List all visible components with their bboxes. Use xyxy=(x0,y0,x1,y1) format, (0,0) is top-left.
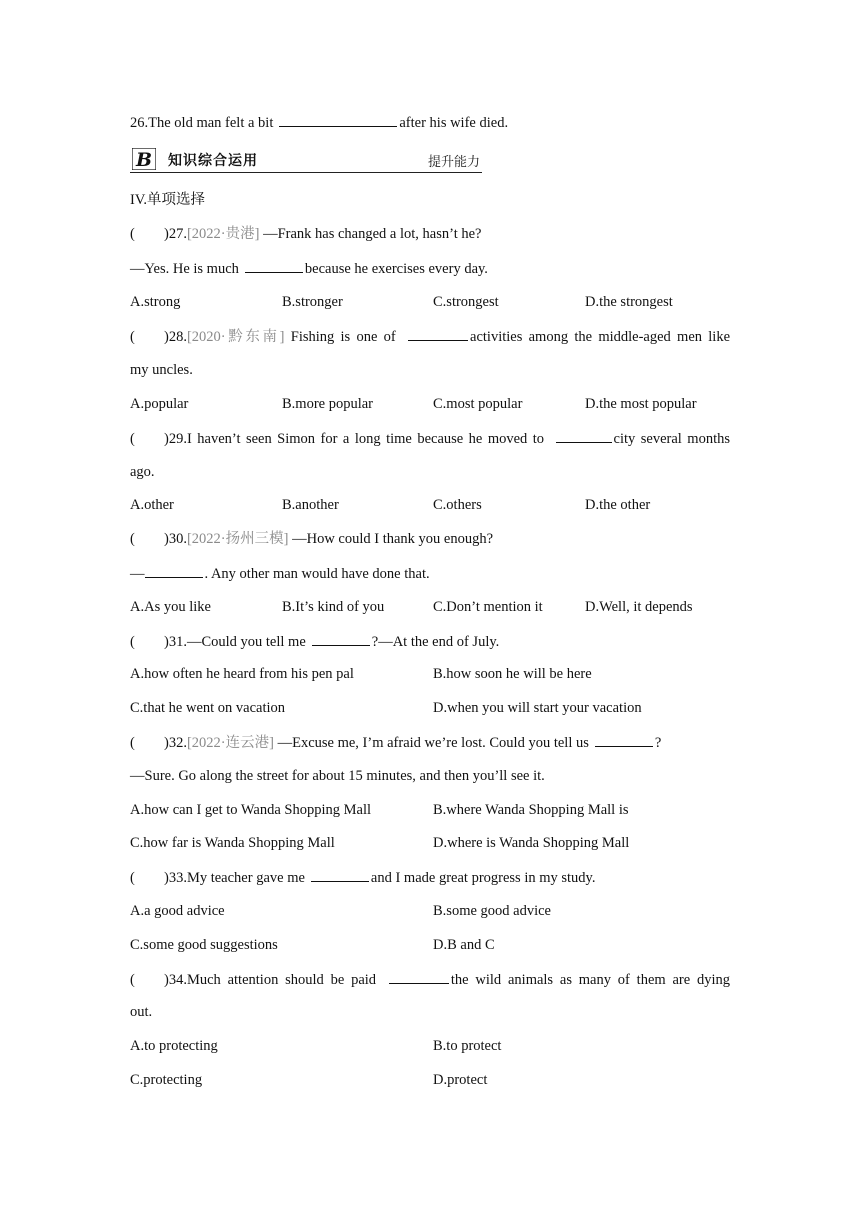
question-33: ( )33.My teacher gave me and I made great progress in my study. xyxy=(130,870,596,886)
answer-parenthesis[interactable]: ( xyxy=(130,972,135,988)
option-a: A.strong xyxy=(130,294,181,310)
answer-parenthesis[interactable]: ( xyxy=(130,531,135,547)
section-title: IV.单项选择 xyxy=(130,192,206,208)
option-b: B.to protect xyxy=(433,1038,502,1054)
question-29: ( )29.I haven’t seen Simon for a long time because he moved to city several months xyxy=(130,431,730,447)
option-d: D.the most popular xyxy=(585,396,697,412)
option-b: B.another xyxy=(282,497,339,513)
answer-blank[interactable] xyxy=(389,970,449,984)
question-source: [2020·黔东南] xyxy=(186,329,285,345)
question-number: )30. xyxy=(164,531,187,547)
question-text: —How could I thank you enough? xyxy=(288,531,494,547)
question-34: ( )34.Much attention should be paid the wild animals as many of them are dying xyxy=(130,972,731,988)
answer-blank[interactable] xyxy=(311,868,369,882)
b-logo-icon xyxy=(132,148,156,170)
option-c: C.how far is Wanda Shopping Mall xyxy=(130,835,335,851)
answer-parenthesis[interactable]: ( xyxy=(130,226,135,242)
question-text: —Frank has changed a lot, hasn’t he? xyxy=(259,226,482,242)
option-a: A.popular xyxy=(130,396,189,412)
option-d: D.protect xyxy=(433,1072,488,1088)
option-a: A.other xyxy=(130,497,174,513)
question-26 xyxy=(130,113,730,132)
option-c: C.that he went on vacation xyxy=(130,700,286,716)
answer-parenthesis[interactable]: ( xyxy=(130,735,135,751)
question-26-text-end: after his wife died. xyxy=(399,115,509,131)
option-b: B.stronger xyxy=(282,294,343,310)
option-d: D.B and C xyxy=(433,937,495,953)
option-a: A.a good advice xyxy=(130,903,225,919)
svg-text:B: B xyxy=(135,149,153,170)
option-c: C.most popular xyxy=(433,396,523,412)
answer-blank[interactable] xyxy=(312,632,370,646)
answer-blank[interactable] xyxy=(556,429,612,443)
question-source: [2022·扬州三模] xyxy=(186,531,289,547)
option-d: D.Well, it depends xyxy=(585,599,693,615)
banner-underline xyxy=(130,172,482,173)
answer-parenthesis[interactable]: ( xyxy=(130,431,135,447)
answer-blank[interactable] xyxy=(408,327,468,341)
question-source: [2022·连云港] xyxy=(186,735,274,751)
option-c: C.strongest xyxy=(433,294,499,310)
option-d: D.when you will start your vacation xyxy=(433,700,642,716)
option-b: B.more popular xyxy=(282,396,374,412)
option-d: D.where is Wanda Shopping Mall xyxy=(433,835,630,851)
option-c: C.protecting xyxy=(130,1072,203,1088)
question-29-line2: ago. xyxy=(130,464,155,480)
question-34-line2: out. xyxy=(130,1004,153,1020)
answer-parenthesis[interactable]: ( xyxy=(130,634,135,650)
question-32: ( )32.[2022·连云港] —Excuse me, I’m afraid we’re lost. Could you tell us ? xyxy=(130,735,662,751)
option-c: C.others xyxy=(433,497,482,513)
answer-blank[interactable] xyxy=(245,259,303,273)
question-number: )28. xyxy=(164,329,187,345)
option-c: C.Don’t mention it xyxy=(433,599,543,615)
question-28: ( )28.[2020·黔东南] Fishing is one of activities among the middle-aged men like xyxy=(130,329,731,345)
question-32-line2: —Sure. Go along the street for about 15 minutes, and then you’ll see it. xyxy=(130,768,545,784)
option-a: A.how can I get to Wanda Shopping Mall xyxy=(130,802,371,818)
question-number: )32. xyxy=(164,735,187,751)
option-d: D.the strongest xyxy=(585,294,673,310)
answer-blank[interactable] xyxy=(595,733,653,747)
question-27-line2: —Yes. He is much because he exercises every day. xyxy=(130,261,488,277)
answer-blank[interactable] xyxy=(145,564,203,578)
answer-parenthesis[interactable]: ( xyxy=(130,870,135,886)
answer-blank[interactable] xyxy=(279,113,397,127)
option-c: C.some good suggestions xyxy=(130,937,278,953)
option-a: A.As you like xyxy=(130,599,211,615)
question-31: ( )31.—Could you tell me ?—At the end of July. xyxy=(130,634,500,650)
question-source: [2022·贵港] xyxy=(186,226,260,242)
section-banner xyxy=(130,146,482,174)
question-30-line2: — . Any other man would have done that. xyxy=(130,566,430,582)
banner-title: 知识综合运用 xyxy=(168,153,258,169)
answer-parenthesis[interactable]: ( xyxy=(130,329,135,345)
option-d: D.the other xyxy=(585,497,651,513)
question-30 xyxy=(130,530,730,548)
option-b: B.It’s kind of you xyxy=(282,599,385,615)
question-27 xyxy=(130,225,730,243)
option-b: B.how soon he will be here xyxy=(433,666,592,682)
option-b: B.where Wanda Shopping Mall is xyxy=(433,802,629,818)
option-b: B.some good advice xyxy=(433,903,551,919)
question-26-text: 26.The old man felt a bit xyxy=(130,115,274,131)
question-28-line2: my uncles. xyxy=(130,362,193,378)
option-a: A.to protecting xyxy=(130,1038,218,1054)
banner-subtitle: 提升能力 xyxy=(427,155,480,170)
option-a: A.how often he heard from his pen pal xyxy=(130,666,354,682)
question-number: )27. xyxy=(164,226,187,242)
